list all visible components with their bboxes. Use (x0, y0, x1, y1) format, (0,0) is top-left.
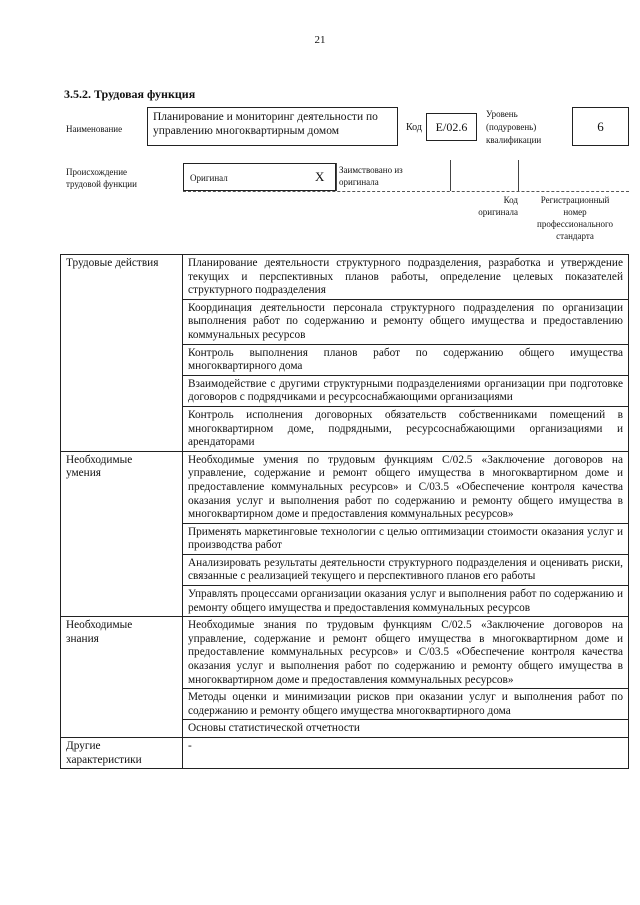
actions-label: Трудовые действия (61, 255, 183, 452)
borrowed-label: Заимствовано из оригинала (339, 165, 403, 187)
knowledge-item: Необходимые знания по трудовым функциям С/02.5 «Заключение договоров на управление, содержание и ремонт общего имущества в многоквартирном доме и предоставление коммунальных ресурсов» и С/03.5 «Обеспечение контроля качества оказания услуг и выполнения работ по содержанию и ремонту общего имущества в многоквартирном доме и предоставления коммунальных ресурсов» (183, 617, 629, 689)
skill-item: Управлять процессами организации оказания услуг и выполнения работ по содержанию и ремонту общего имущества и предоставления коммунальных ресурсов (183, 586, 629, 617)
skill-item: Необходимые умения по трудовым функциям С/02.5 «Заключение договоров на управление, содержание и ремонт общего имущества в многоквартирном доме и предоставление коммунальных ресурсов» и С/03.5 «Обеспечение контроля качества оказания услуг и выполнения работ по содержанию и ремонту общего имущества в многоквартирном доме и предоставления коммунальных ресурсов» (183, 451, 629, 523)
code-value: E/02.6 (435, 120, 468, 134)
skill-item: Применять маркетинговые технологии с целью оптимизации стоимости оказания услуг и производства работ (183, 523, 629, 554)
table-row (61, 617, 629, 689)
action-item: Планирование деятельности структурного подразделения, разработка и утверждение текущих и перспективных планов работы, определение целевых показателей структурного подразделения (183, 255, 629, 300)
origin-divider-3 (518, 160, 519, 191)
knowledge-item: Методы оценки и минимизации рисков при оказании услуг и выполнения работ по содержанию и ремонту общего имущества многоквартирного дома (183, 689, 629, 720)
name-label: Наименование (66, 124, 123, 134)
code-box (426, 113, 477, 141)
code-original-label: Код оригинала (478, 195, 518, 217)
other-label: Другие характеристики (61, 738, 183, 769)
action-item: Контроль исполнения договорных обязательств собственниками помещений в многоквартирном доме, подрядными, ресурсоснабжающими организациями и арендаторами (183, 406, 629, 451)
origin-underline (183, 191, 629, 192)
section-title: 3.5.2. Трудовая функция (64, 87, 196, 101)
code-label: Код (406, 122, 422, 133)
labor-function-table (60, 254, 629, 769)
original-label: Оригинал (190, 173, 228, 183)
table-row (61, 451, 629, 523)
skill-item: Анализировать результаты деятельности структурного подразделения и оценивать риски, связанные с реализацией текущего и перспективного планов его работы (183, 554, 629, 585)
origin-divider (336, 163, 337, 191)
table-row (61, 738, 629, 769)
knowledge-label: Необходимые знания (61, 617, 183, 738)
level-box (572, 107, 629, 146)
origin-label: Происхождение трудовой функции (66, 167, 137, 189)
action-item: Взаимодействие с другими структурными подразделениями организации при подготовке договоров с подрядчиками и ресурсоснабжающими организациями (183, 375, 629, 406)
table-row (61, 255, 629, 300)
action-item: Контроль выполнения планов работ по содержанию общего имущества многоквартирного дома (183, 344, 629, 375)
origin-divider-2 (450, 160, 451, 191)
skills-label: Необходимые умения (61, 451, 183, 617)
function-name-box (147, 107, 398, 146)
original-mark: X (315, 169, 325, 184)
level-value: 6 (597, 119, 604, 134)
function-name-value: Планирование и мониторинг деятельности по управлению многоквартирным домом (153, 111, 378, 137)
level-label: Уровень (подуровень) квалификации (486, 109, 542, 145)
knowledge-item: Основы статистической отчетности (183, 720, 629, 738)
other-value: - (183, 738, 629, 769)
reg-number-label: Регистрационный номер профессионального стандарта (537, 195, 613, 241)
action-item: Координация деятельности персонала структурного подразделения по организации выполнения работ по содержанию и ремонту общего имущества и предоставлению коммунальных ресурсов (183, 299, 629, 344)
page-number: 21 (314, 34, 326, 46)
